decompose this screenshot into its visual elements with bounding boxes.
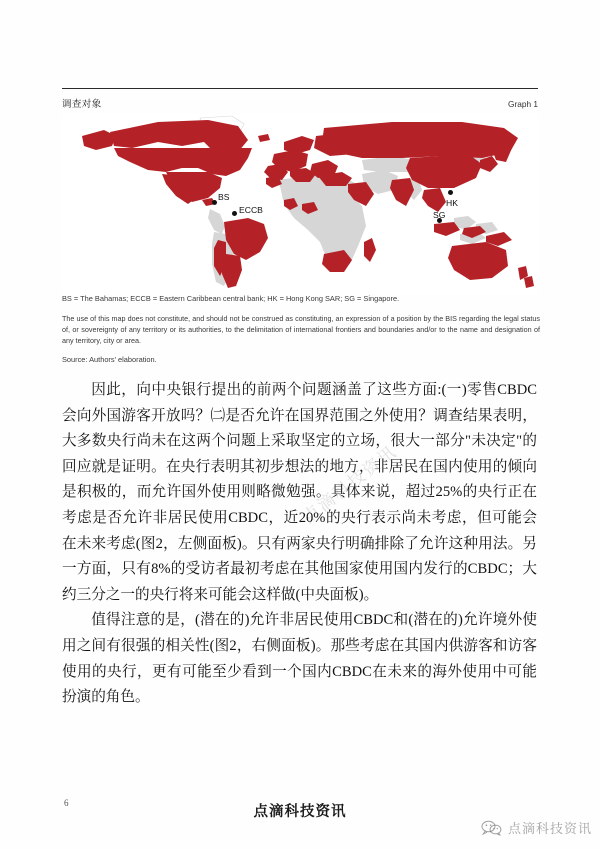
graph-header: [62, 89, 538, 110]
world-map-figure: [62, 114, 538, 294]
map-label-hk: HK: [446, 198, 458, 208]
body-text: [62, 378, 537, 711]
footer-brand-text: 点滴科技资讯: [507, 821, 592, 836]
body-paragraph-2: 值得注意的是，(潜在的)允许非居民使用CBDC和(潜在的)允许境外使用之间有很强的相关性(图2，右侧面板)。那些考虑在其国内供游客和访客使用的央行，更有可能至少看到一个国内CBDC在未来的海外使用中可能扮演的角色。: [62, 612, 537, 706]
map-label-sg: SG: [433, 210, 446, 220]
page-watermark: 点滴科技资讯: [299, 441, 401, 527]
world-map-svg: [62, 114, 538, 294]
map-dot-eccb: [232, 211, 237, 216]
graph-title: 调查对象: [62, 99, 102, 110]
footer-brand: [481, 818, 592, 837]
note-source: Source: Authors' elaboration.: [62, 355, 157, 365]
graph-number-label: Graph 1: [508, 99, 538, 109]
map-label-bs: BS: [218, 192, 230, 202]
map-dot-bs: [212, 200, 217, 205]
note-abbreviations: BS = The Bahamas; ECCB = Eastern Caribbean central bank; HK = Hong Kong SAR; SG = Singapore.: [62, 294, 400, 303]
wechat-icon: [481, 820, 503, 836]
graph-panel: [62, 88, 538, 294]
map-label-eccb: ECCB: [239, 205, 263, 215]
body-paragraph-1: 因此，向中央银行提出的前两个问题涵盖了这些方面:(一)零售CBDC会向外国游客开放吗？㈡是否允许在国界范围之外使用？调查结果表明，大多数央行尚未在这两个问题上采取坚定的立场，很大一部分"未决定"的回应就是证明。在央行表明其初步想法的地方，非居民在国内使用的倾向是积极的，而允许国外使用则略微勉强。具体来说，超过25%的央行正在考虑是否允许非居民使用CBDC，近20%的央行表示尚未考虑，但可能会在未来考虑(图2，左侧面板)。只有两家央行明确排除了允许这种用法。另一方面，只有8%的受访者最初考虑在其他国家使用国内发行的CBDC；大约三分之一的央行将来可能会这样做(中央面板)。: [62, 382, 537, 603]
page-number: 6: [64, 798, 69, 808]
footer-title: 点滴科技资讯: [253, 804, 347, 820]
note-disclaimer: The use of this map does not constitute, and should not be construed as constituting, an expression of a position by the BIS regarding the legal status of, or sovereignty of any territory or its authorities, to the delimitation of international frontiers and boundaries and/or to the name and designation of any territory, city or area.: [62, 313, 540, 346]
map-dot-hk: [448, 190, 453, 195]
figure-notes: [62, 294, 540, 365]
